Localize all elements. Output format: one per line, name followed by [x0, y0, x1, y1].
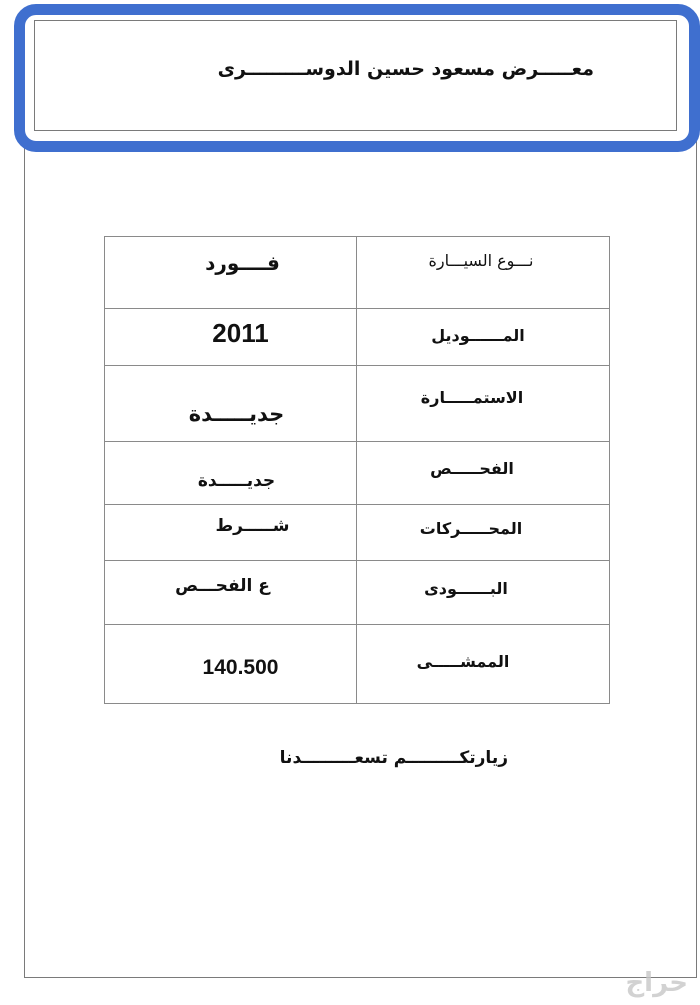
inspection-label: الفحـــــص — [430, 459, 514, 479]
cell-mileage-value — [105, 624, 357, 703]
cell-model-label — [357, 309, 610, 366]
cell-engine-value — [105, 504, 357, 560]
cell-registration-value — [105, 366, 357, 442]
body-value: ع الفحـــص — [175, 576, 270, 597]
cell-inspection-label — [357, 442, 610, 504]
watermark-logo: حراج — [625, 968, 688, 998]
closing-message: زيارتكـــــــــم تسعـــــــــدنا — [279, 748, 508, 768]
table-row-body — [105, 560, 610, 624]
engine-label: المحـــــركات — [419, 518, 523, 538]
showroom-title: معـــــرض مسعود حسين الدوســـــــــرى — [217, 58, 594, 80]
cell-car-type-label — [357, 237, 610, 309]
cell-inspection-value — [105, 442, 357, 504]
engine-value: شـــــرط — [215, 516, 290, 537]
table-row-engine — [105, 504, 610, 560]
car-type-value: فــــورد — [205, 250, 280, 275]
mileage-value: 140.500 — [202, 655, 279, 679]
car-details-table — [104, 236, 610, 704]
cell-body-label — [357, 560, 610, 624]
registration-value: جديـــــدة — [188, 401, 285, 426]
model-year-value: 2011 — [212, 317, 269, 348]
cell-engine-label — [357, 504, 610, 560]
table-row-registration — [105, 366, 610, 442]
cell-model-value — [105, 309, 357, 366]
mileage-label: الممشـــــى — [416, 652, 510, 672]
cell-registration-label — [357, 366, 610, 442]
cell-mileage-label — [357, 624, 610, 703]
table-row-inspection — [105, 442, 610, 504]
inspection-value: جديـــــدة — [197, 470, 276, 491]
table-row-model — [105, 309, 610, 366]
cell-body-value — [105, 560, 357, 624]
cell-car-type-value — [105, 237, 357, 309]
table-row-car-type — [105, 237, 610, 309]
model-label: المــــــوديل — [431, 325, 525, 345]
table-row-mileage — [105, 624, 610, 703]
body-label: البــــــودى — [424, 578, 508, 598]
car-type-label: نـــوع السيـــارة — [428, 251, 534, 271]
registration-label: الاستمـــــارة — [420, 388, 524, 408]
